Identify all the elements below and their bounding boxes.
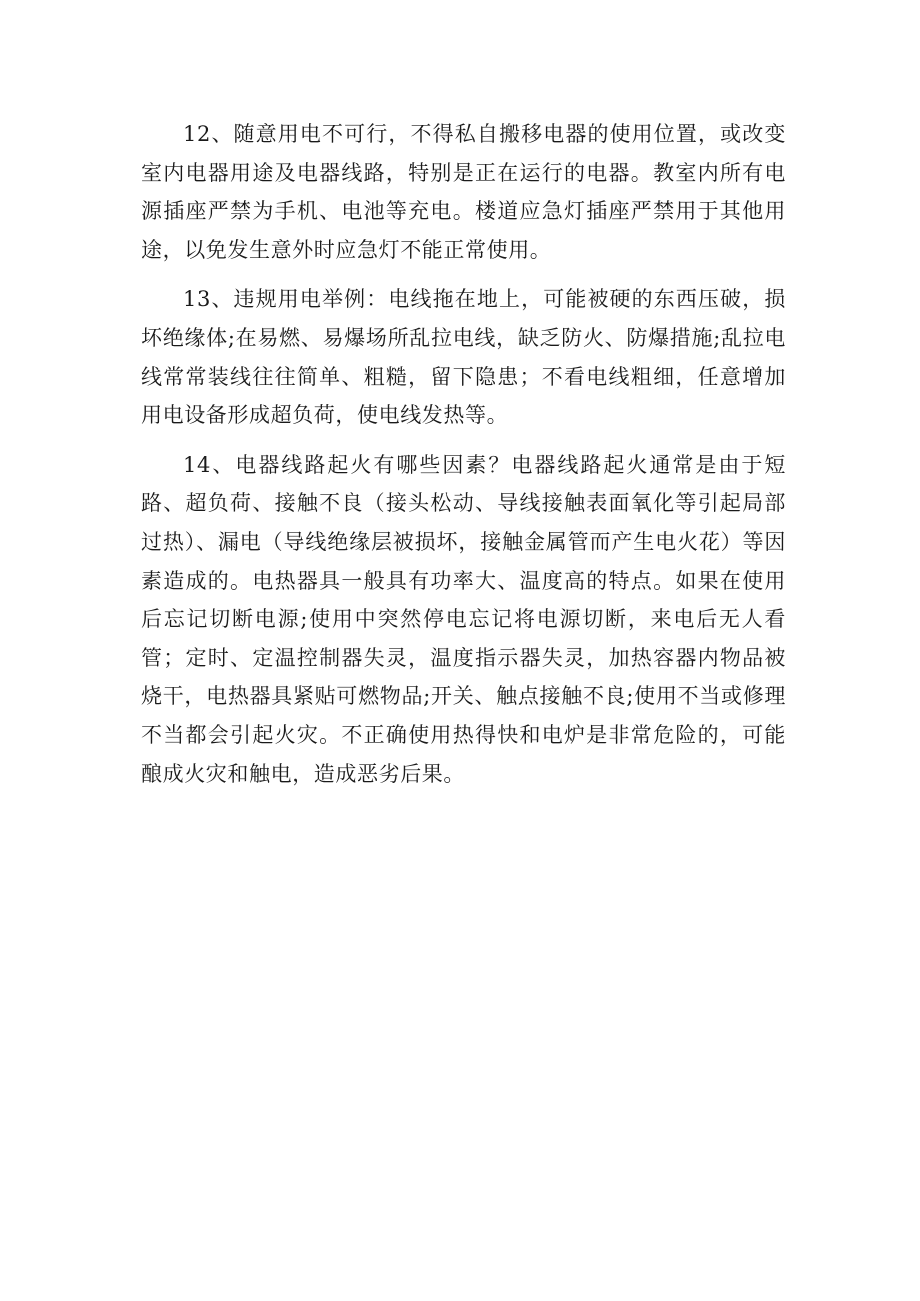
document-body [141,115,786,804]
paragraph-12: 12、随意用电不可行，不得私自搬移电器的使用位置，或改变室内电器用途及电器线路，特别是正在运行的电器。教室内所有电源插座严禁为手机、电池等充电。楼道应急灯插座严禁用于其他用途，以免发生意外时应急灯不能正常使用。 [141,122,786,262]
paragraph-13: 13、违规用电举例：电线拖在地上，可能被硬的东西压破，损坏绝缘体;在易燃、易爆场所乱拉电线，缺乏防火、防爆措施;乱拉电线常常装线往往简单、粗糙，留下隐患；不看电线粗细，任意增加用电设备形成超负荷，使电线发热等。 [141,287,786,428]
paragraph-14: 14、电器线路起火有哪些因素？电器线路起火通常是由于短路、超负荷、接触不良（接头松动、导线接触表面氧化等引起局部过热）、漏电（导线绝缘层被损坏，接触金属管而产生电火花）等因素造成的。电热器具一般具有功率大、温度高的特点。如果在使用后忘记切断电源;使用中突然停电忘记将电源切断，来电后无人看管；定时、定温控制器失灵，温度指示器失灵，加热容器内物品被烧干，电热器具紧贴可燃物品;开关、触点接触不良;使用不当或修理不当都会引起火灾。不正确使用热得快和电炉是非常危险的，可能酿成火灾和触电，造成恶劣后果。 [141,452,786,786]
